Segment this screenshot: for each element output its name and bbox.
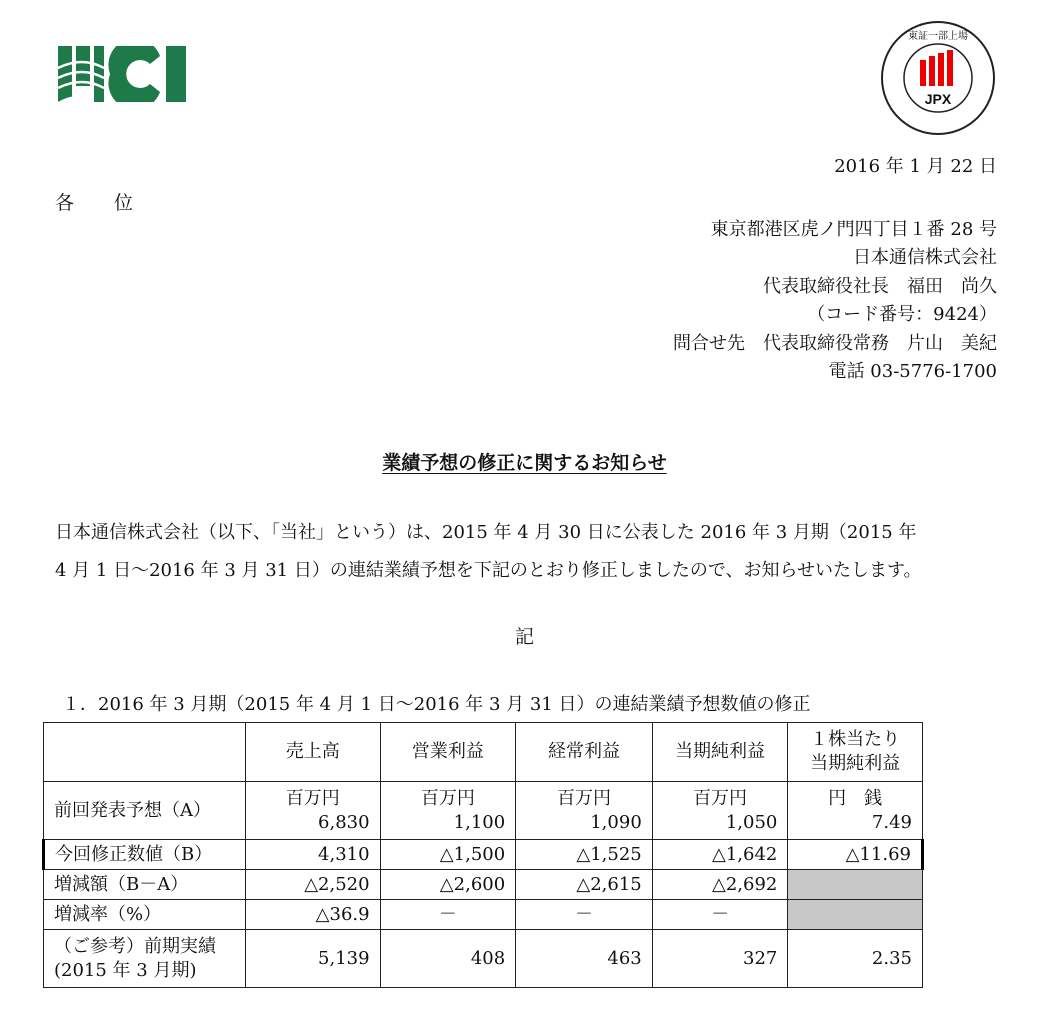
table-cell: － (380, 900, 516, 930)
addressee: 各位 (55, 192, 174, 214)
body-line-2: 4 月 1 日～2016 年 3 月 31 日）の連結業績予想を下記のとおり修正しましたので、お知らせいたします。 (55, 560, 922, 581)
table-cell: 円 銭 7.49 (788, 782, 923, 840)
header-eps: １株当たり 当期純利益 (788, 723, 923, 782)
table-cell: 408 (380, 930, 516, 988)
row-label: 前回発表予想（A） (44, 782, 246, 840)
sender-representative: 代表取締役社長 福田 尚久 (763, 275, 997, 297)
table-cell: 百万円 6,830 (245, 782, 380, 840)
table-cell: △1,525 (516, 840, 653, 870)
table-cell: △1,500 (380, 840, 516, 870)
forecast-table (42, 722, 924, 988)
table-cell: 百万円 1,090 (516, 782, 653, 840)
jpx-listed-seal (880, 20, 996, 136)
table-header-row (44, 723, 923, 782)
table-cell: △2,600 (380, 870, 516, 900)
table-row (44, 870, 923, 900)
sender-contact: 問合せ先 代表取締役常務 片山 美紀 (673, 332, 997, 354)
table-cell: 463 (516, 930, 653, 988)
table-cell: △2,520 (245, 870, 380, 900)
table-cell: 4,310 (245, 840, 380, 870)
section-title: １．2016 年 3 月期（2015 年 4 月 1 日～2016 年 3 月 31 日）の連結業績予想数値の修正 (62, 694, 811, 715)
table-row (44, 782, 923, 840)
notice-title: 業績予想の修正に関するお知らせ (382, 452, 667, 474)
table-cell: － (652, 900, 788, 930)
table-row-highlight (44, 840, 923, 870)
table-row (44, 930, 923, 988)
sender-company: 日本通信株式会社 (853, 247, 997, 269)
table-cell: △11.69 (788, 840, 923, 870)
table-cell: △2,615 (516, 870, 653, 900)
header-ordinary-income: 経常利益 (516, 723, 653, 782)
table-cell: △1,642 (652, 840, 788, 870)
row-label: 今回修正数値（B） (44, 840, 246, 870)
shaded-cell (788, 870, 923, 900)
table-cell: 2.35 (788, 930, 923, 988)
sender-code: （コード番号：9424） (807, 304, 997, 326)
table-cell: 327 (652, 930, 788, 988)
shaded-cell (788, 900, 923, 930)
table-corner-cell (44, 723, 246, 782)
table-cell: － (516, 900, 653, 930)
body-line-1: 日本通信株式会社（以下、「当社」という）は、2015 年 4 月 30 日に公表した 2016 年 3 月期（2015 年 (55, 522, 917, 543)
svg-text:東証一部上場: 東証一部上場 (908, 31, 968, 42)
header-sales: 売上高 (245, 723, 380, 782)
header-operating-income: 営業利益 (380, 723, 516, 782)
row-label: （ご参考）前期実績 (2015 年 3 月期) (44, 930, 246, 988)
table-cell: △36.9 (245, 900, 380, 930)
table-cell: 5,139 (245, 930, 380, 988)
table-row (44, 900, 923, 930)
sender-phone: 電話 03-5776-1700 (828, 361, 997, 383)
ki-heading: 記 (514, 626, 534, 648)
row-label: 増減率（%） (44, 900, 246, 930)
table-cell: 百万円 1,050 (652, 782, 788, 840)
header-net-income: 当期純利益 (652, 723, 788, 782)
document-date: 2016 年 1 月 22 日 (834, 156, 997, 177)
sender-address: 東京都港区虎ノ門四丁目１番 28 号 (710, 219, 997, 240)
sender-block (673, 216, 997, 386)
notice-body (55, 514, 1005, 590)
svg-text:JPX: JPX (924, 91, 952, 107)
table-cell: 百万円 1,100 (380, 782, 516, 840)
company-logo (58, 46, 186, 102)
row-label: 増減額（B－A） (44, 870, 246, 900)
table-cell: △2,692 (652, 870, 788, 900)
